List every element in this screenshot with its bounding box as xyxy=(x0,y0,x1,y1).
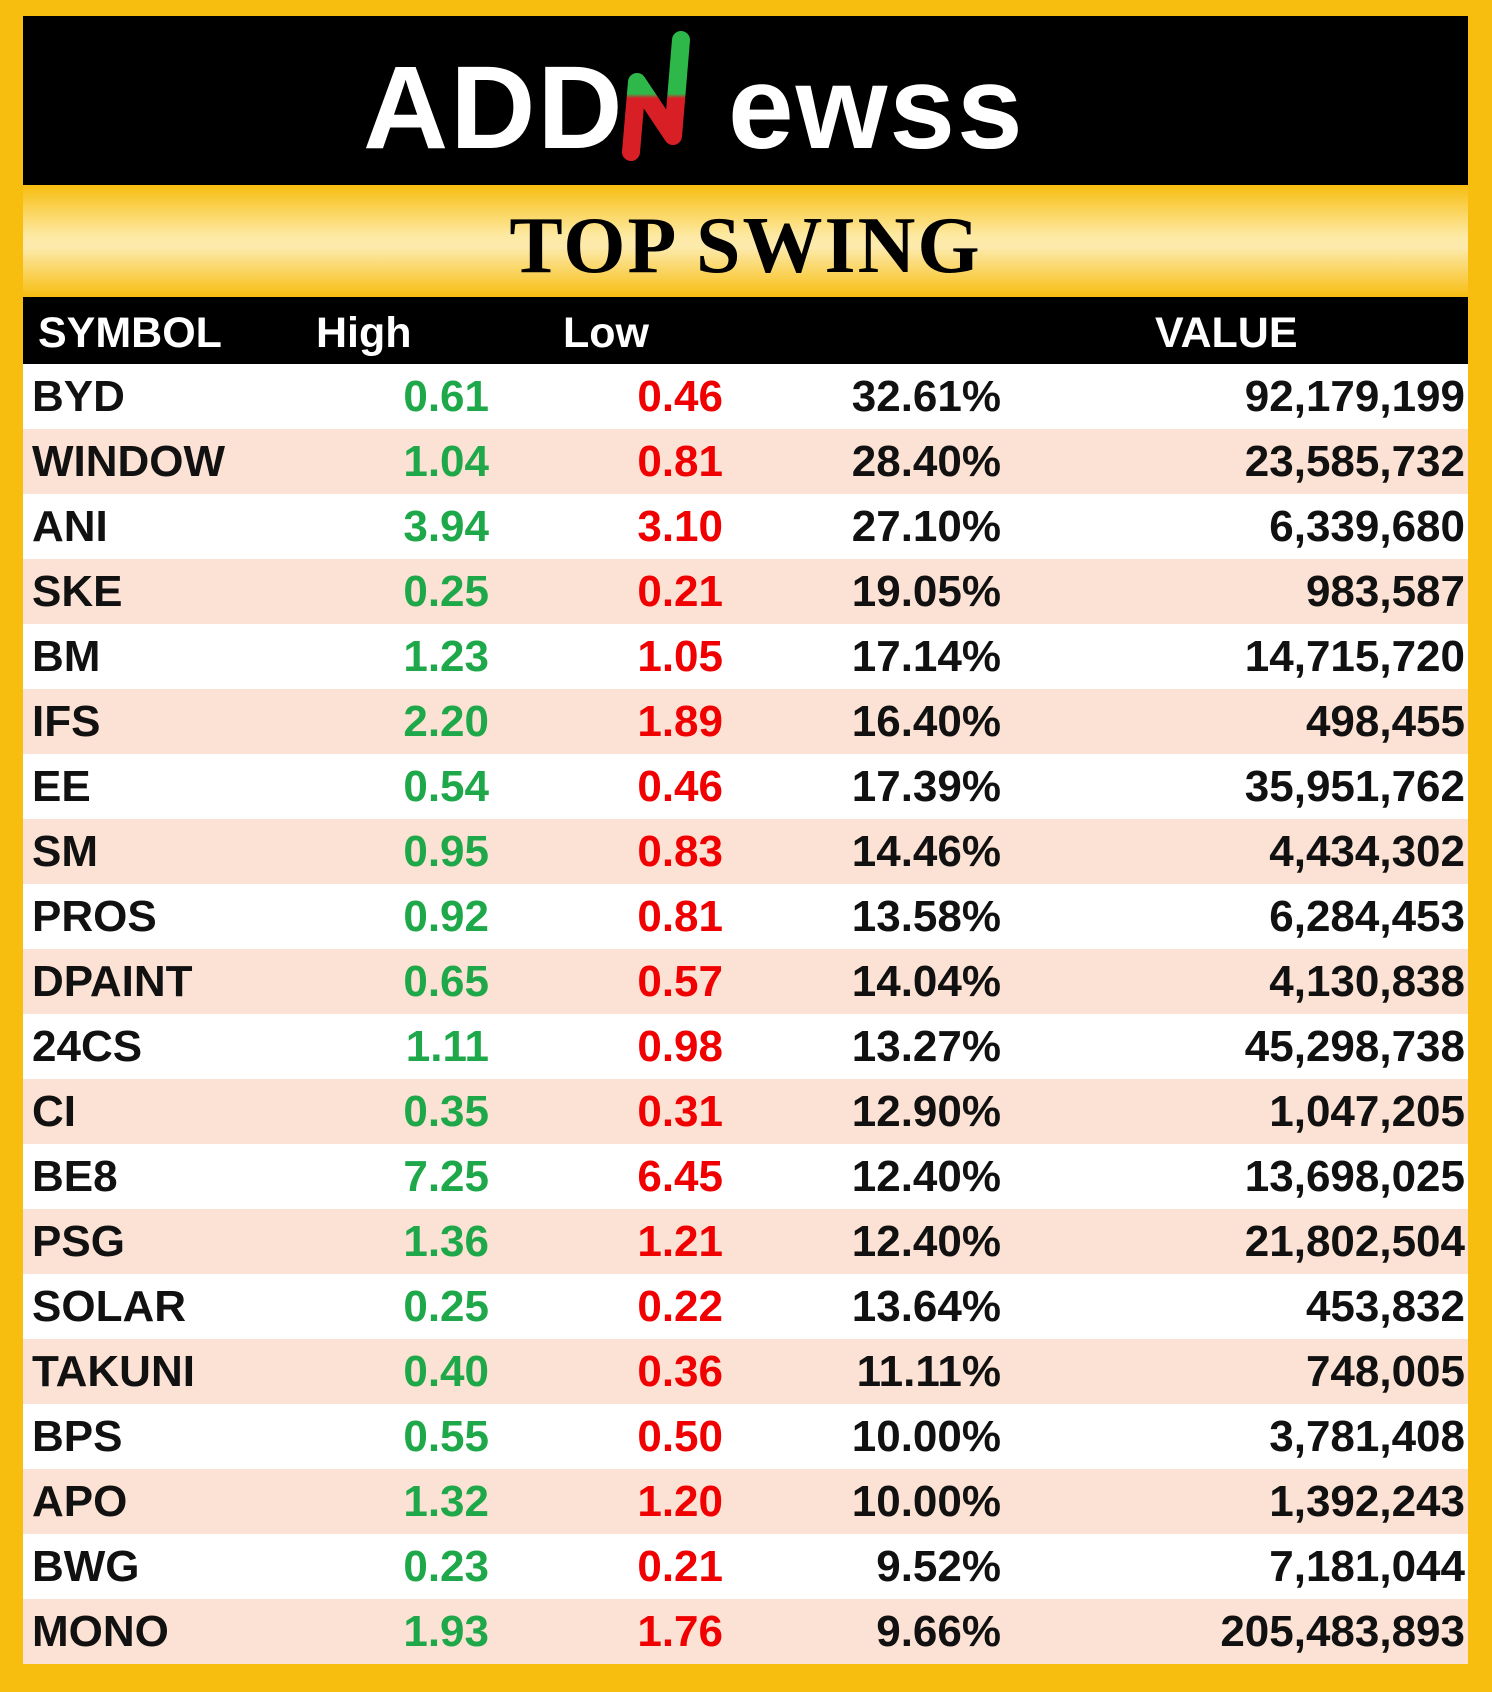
low-cell: 1.20 xyxy=(637,1477,723,1526)
table-row xyxy=(23,1404,1468,1469)
low-cell: 0.83 xyxy=(637,827,723,876)
table-row xyxy=(23,884,1468,949)
swing-percent-cell: 13.64% xyxy=(851,1282,1001,1331)
table-row xyxy=(23,1144,1468,1209)
high-cell: 1.32 xyxy=(403,1477,489,1526)
low-cell: 0.46 xyxy=(637,372,723,421)
high-cell: 1.23 xyxy=(403,632,489,681)
value-cell: 453,832 xyxy=(1305,1282,1465,1331)
swing-percent-cell: 10.00% xyxy=(851,1477,1001,1526)
high-cell: 0.95 xyxy=(403,827,489,876)
value-cell: 92,179,199 xyxy=(1244,372,1465,421)
logo-text-ewss: ewss xyxy=(728,42,1025,174)
value-cell: 45,298,738 xyxy=(1244,1022,1465,1071)
swing-percent-cell: 11.11% xyxy=(856,1347,1001,1396)
table-row xyxy=(23,1079,1468,1144)
value-cell: 13,698,025 xyxy=(1244,1152,1465,1201)
low-cell: 1.76 xyxy=(637,1607,723,1656)
value-cell: 21,802,504 xyxy=(1244,1217,1465,1266)
table-row xyxy=(23,1209,1468,1274)
value-cell: 6,339,680 xyxy=(1269,502,1465,551)
swing-percent-cell: 16.40% xyxy=(851,697,1001,746)
symbol-cell: BWG xyxy=(32,1542,140,1591)
table-row xyxy=(23,754,1468,819)
low-cell: 0.46 xyxy=(637,762,723,811)
column-header-symbol: SYMBOL xyxy=(38,309,222,357)
brand-header xyxy=(23,16,1468,185)
swing-percent-cell: 12.40% xyxy=(851,1152,1001,1201)
symbol-cell: MONO xyxy=(32,1607,169,1656)
symbol-cell: BYD xyxy=(32,372,125,421)
value-cell: 4,434,302 xyxy=(1269,827,1465,876)
low-cell: 1.21 xyxy=(637,1217,723,1266)
swing-percent-cell: 19.05% xyxy=(851,567,1001,616)
table-row xyxy=(23,689,1468,754)
column-header-value: VALUE xyxy=(1155,309,1298,357)
swing-percent-cell: 9.66% xyxy=(876,1607,1001,1656)
swing-percent-cell: 13.27% xyxy=(851,1022,1001,1071)
value-cell: 748,005 xyxy=(1305,1347,1465,1396)
high-cell: 1.36 xyxy=(403,1217,489,1266)
swing-percent-cell: 12.40% xyxy=(851,1217,1001,1266)
title-band xyxy=(23,185,1468,297)
value-cell: 1,392,243 xyxy=(1269,1477,1465,1526)
swing-percent-cell: 17.14% xyxy=(851,632,1001,681)
high-cell: 7.25 xyxy=(403,1152,489,1201)
value-cell: 983,587 xyxy=(1305,567,1465,616)
swing-percent-cell: 28.40% xyxy=(851,437,1001,486)
table-row xyxy=(23,1534,1468,1599)
high-cell: 1.93 xyxy=(403,1607,489,1656)
symbol-cell: SM xyxy=(32,827,98,876)
value-cell: 498,455 xyxy=(1305,697,1465,746)
table-row xyxy=(23,559,1468,624)
table-row xyxy=(23,1014,1468,1079)
low-cell: 0.57 xyxy=(637,957,723,1006)
low-cell: 0.98 xyxy=(637,1022,723,1071)
swing-percent-cell: 14.46% xyxy=(851,827,1001,876)
swing-percent-cell: 14.04% xyxy=(851,957,1001,1006)
symbol-cell: APO xyxy=(32,1477,128,1526)
table-row xyxy=(23,819,1468,884)
table-header-row xyxy=(23,297,1468,364)
high-cell: 1.11 xyxy=(405,1022,489,1071)
value-cell: 205,483,893 xyxy=(1220,1607,1465,1656)
symbol-cell: 24CS xyxy=(32,1022,143,1071)
value-cell: 7,181,044 xyxy=(1269,1542,1465,1591)
table-row xyxy=(23,364,1468,429)
logo-text-add: ADD xyxy=(363,42,625,174)
high-cell: 0.55 xyxy=(403,1412,489,1461)
high-cell: 3.94 xyxy=(403,502,489,551)
low-cell: 0.81 xyxy=(637,892,723,941)
swing-percent-cell: 12.90% xyxy=(851,1087,1001,1136)
low-cell: 0.21 xyxy=(637,1542,723,1591)
logo-n-mark xyxy=(631,40,681,152)
table-row xyxy=(23,624,1468,689)
symbol-cell: BM xyxy=(32,632,101,681)
high-cell: 0.35 xyxy=(403,1087,489,1136)
high-cell: 0.40 xyxy=(403,1347,489,1396)
table-row xyxy=(23,949,1468,1014)
low-cell: 0.21 xyxy=(637,567,723,616)
column-header-low: Low xyxy=(563,309,649,357)
high-cell: 0.92 xyxy=(403,892,489,941)
symbol-cell: PROS xyxy=(32,892,157,941)
table-row xyxy=(23,429,1468,494)
swing-percent-cell: 10.00% xyxy=(851,1412,1001,1461)
high-cell: 0.25 xyxy=(403,1282,489,1331)
addnewss-logo xyxy=(23,16,1468,185)
symbol-cell: SOLAR xyxy=(32,1282,186,1331)
symbol-cell: IFS xyxy=(32,697,101,746)
symbol-cell: BPS xyxy=(32,1412,123,1461)
value-cell: 1,047,205 xyxy=(1269,1087,1465,1136)
value-cell: 35,951,762 xyxy=(1244,762,1465,811)
swing-percent-cell: 17.39% xyxy=(851,762,1001,811)
symbol-cell: WINDOW xyxy=(32,437,226,486)
swing-percent-cell: 9.52% xyxy=(876,1542,1001,1591)
value-cell: 14,715,720 xyxy=(1244,632,1465,681)
low-cell: 0.31 xyxy=(637,1087,723,1136)
low-cell: 0.36 xyxy=(637,1347,723,1396)
low-cell: 0.22 xyxy=(637,1282,723,1331)
swing-percent-cell: 32.61% xyxy=(851,372,1001,421)
symbol-cell: ANI xyxy=(32,502,108,551)
symbol-cell: DPAINT xyxy=(32,957,193,1006)
symbol-cell: BE8 xyxy=(32,1152,118,1201)
table-row xyxy=(23,1599,1468,1664)
symbol-cell: EE xyxy=(32,762,91,811)
page-title: TOP SWING xyxy=(509,202,982,290)
value-cell: 3,781,408 xyxy=(1269,1412,1465,1461)
low-cell: 0.50 xyxy=(637,1412,723,1461)
low-cell: 0.81 xyxy=(637,437,723,486)
low-cell: 1.05 xyxy=(637,632,723,681)
high-cell: 0.54 xyxy=(403,762,489,811)
swing-percent-cell: 27.10% xyxy=(851,502,1001,551)
symbol-cell: PSG xyxy=(32,1217,125,1266)
value-cell: 6,284,453 xyxy=(1269,892,1465,941)
value-cell: 4,130,838 xyxy=(1269,957,1465,1006)
high-cell: 1.04 xyxy=(403,437,489,486)
high-cell: 0.65 xyxy=(403,957,489,1006)
column-header-high: High xyxy=(316,309,412,357)
top-swing-table xyxy=(23,297,1468,1662)
high-cell: 0.25 xyxy=(403,567,489,616)
low-cell: 1.89 xyxy=(637,697,723,746)
swing-percent-cell: 13.58% xyxy=(851,892,1001,941)
symbol-cell: CI xyxy=(32,1087,76,1136)
high-cell: 0.61 xyxy=(403,372,489,421)
table-row xyxy=(23,1469,1468,1534)
high-cell: 2.20 xyxy=(403,697,489,746)
low-cell: 6.45 xyxy=(637,1152,723,1201)
table-row xyxy=(23,494,1468,559)
low-cell: 3.10 xyxy=(637,502,723,551)
value-cell: 23,585,732 xyxy=(1244,437,1465,486)
symbol-cell: SKE xyxy=(32,567,123,616)
symbol-cell: TAKUNI xyxy=(32,1347,195,1396)
table-row xyxy=(23,1274,1468,1339)
table-row xyxy=(23,1339,1468,1404)
high-cell: 0.23 xyxy=(403,1542,489,1591)
